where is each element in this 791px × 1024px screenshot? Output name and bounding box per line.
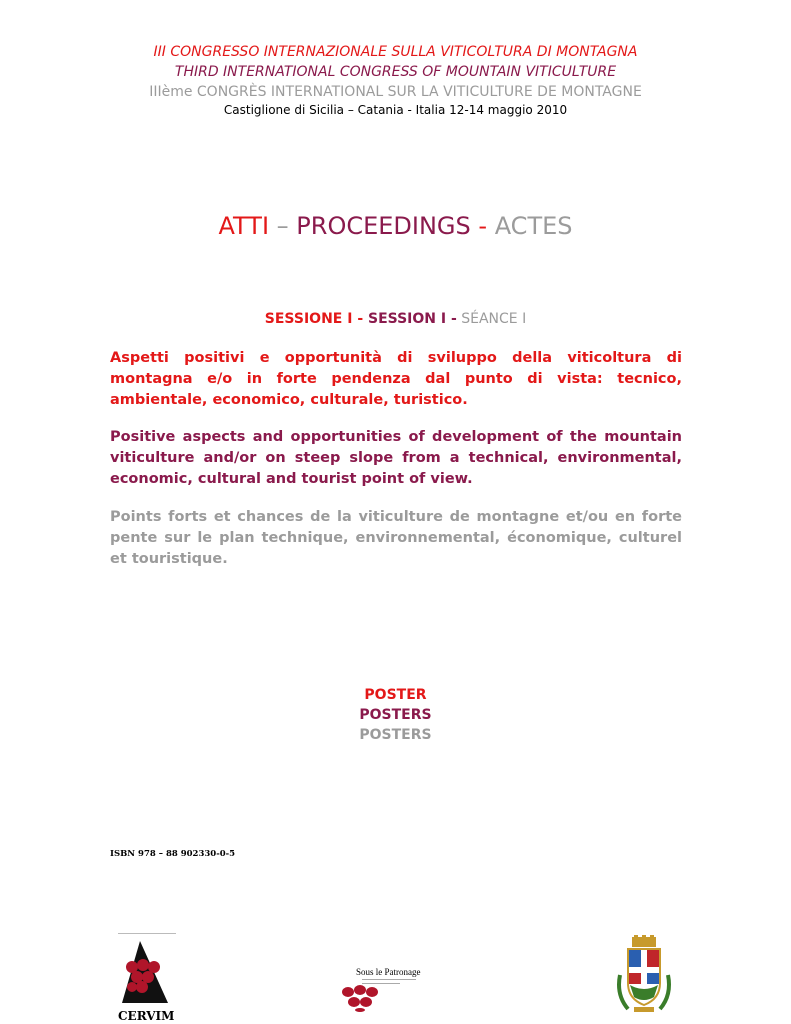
theme-paragraph-italian: Aspetti positivi e opportunità di sviluppo della viticoltura di montagna e/o in forte pendenza dal punto di vista: tecnico, ambientale, economico, culturale, turistico. xyxy=(110,350,682,408)
congress-title-italian: III CONGRESSO INTERNAZIONALE SULLA VITICOLTURA DI MONTAGNA xyxy=(153,44,638,60)
cervim-grape-icon xyxy=(118,937,176,1009)
title-separator: - xyxy=(470,212,495,240)
cervim-logo-text: CERVIM xyxy=(118,1009,175,1023)
title-separator: – xyxy=(269,212,297,240)
poster-label-english: POSTERS xyxy=(359,707,432,723)
session-heading xyxy=(0,308,791,330)
session-italian: SESSIONE I - xyxy=(264,311,364,327)
page-title xyxy=(0,208,791,244)
congress-title-french: IIIème CONGRÈS INTERNATIONAL SUR LA VITICULTURE DE MONTAGNE xyxy=(149,84,642,100)
theme-paragraph-english: Positive aspects and opportunities of development of the mountain viticulture and/or on steep slope from a technical, environmental, economic, cultural and tourist point of view. xyxy=(110,429,682,487)
patronage-fine-print xyxy=(362,979,418,981)
poster-label-italian: POSTER xyxy=(364,687,427,703)
isbn: ISBN 978 – 88 902330-0-5 xyxy=(110,849,236,859)
theme-paragraph-french: Points forts et chances de la viticulture de montagne et/ou en forte pente sur le plan technique, environnemental, économique, culturel et touristique. xyxy=(110,509,682,567)
patronage-grapes-icon xyxy=(340,982,390,1012)
congress-title-english: THIRD INTERNATIONAL CONGRESS OF MOUNTAIN VITICULTURE xyxy=(174,64,617,80)
cervim-logo xyxy=(118,933,176,1023)
title-italian: ATTI xyxy=(218,212,270,240)
title-english: PROCEEDINGS xyxy=(296,212,471,240)
session-english: SESSION I - xyxy=(363,311,457,327)
coat-of-arms-icon xyxy=(614,935,676,1015)
title-french: ACTES xyxy=(494,212,573,240)
patronage-label: Sous le Patronage xyxy=(356,967,421,977)
congress-location: Castiglione di Sicilia – Catania - Italia 12-14 maggio 2010 xyxy=(223,103,568,117)
session-french: SÉANCE I xyxy=(456,311,527,327)
poster-label-french: POSTERS xyxy=(359,727,432,743)
logo-divider xyxy=(118,933,176,934)
